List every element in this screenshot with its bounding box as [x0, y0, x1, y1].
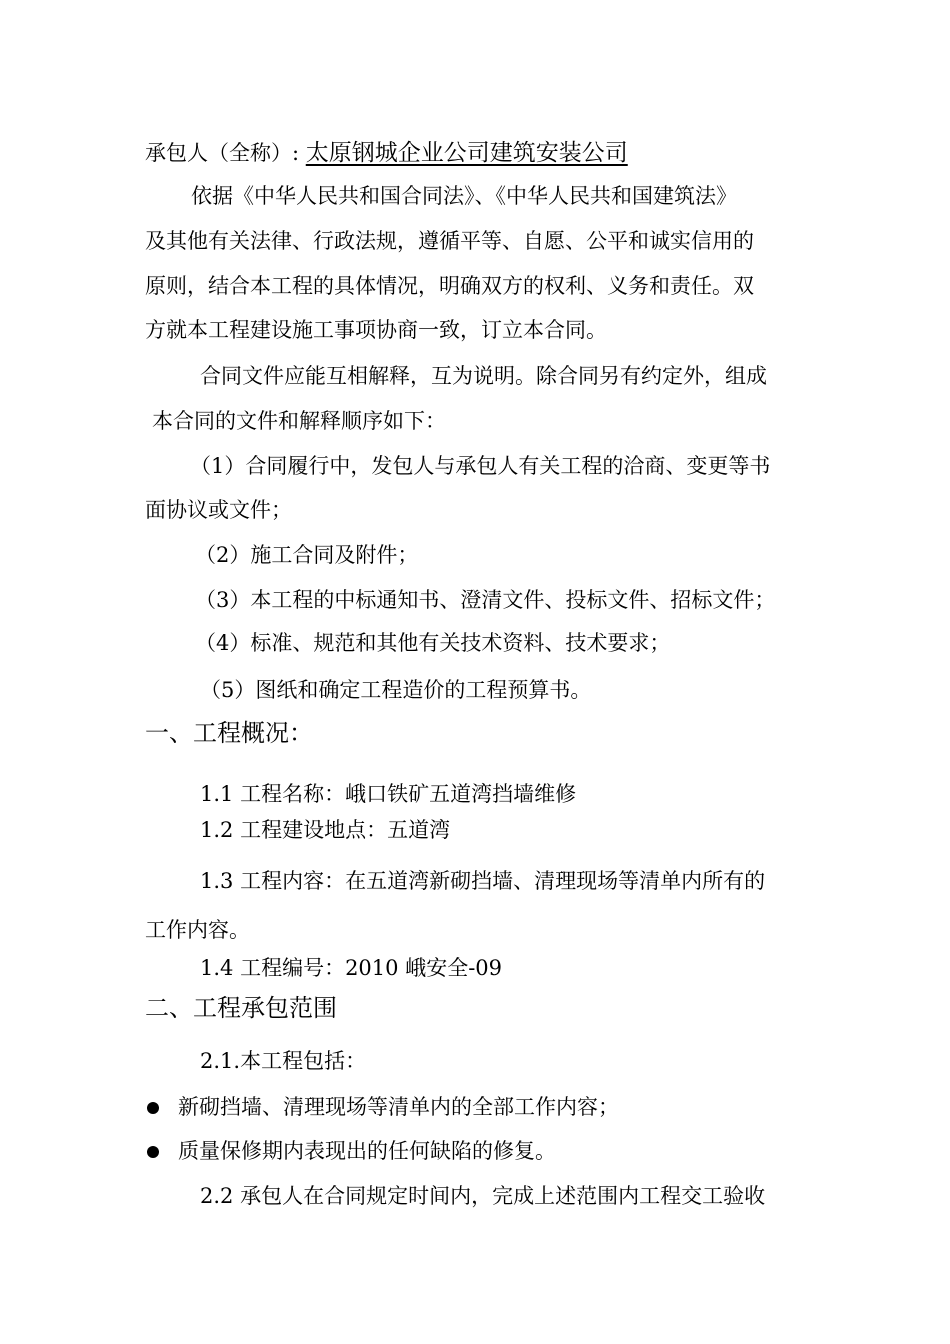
section1-item: 1.4 工程编号：2010 峨安全-09 [200, 956, 503, 980]
section1-item: 1.2 工程建设地点：五道湾 [200, 818, 451, 842]
document-item: （3）本工程的中标通知书、澄清文件、投标文件、招标文件； [195, 588, 776, 612]
section1-item: 1.3 工程内容：在五道湾新砌挡墙、清理现场等清单内所有的 [200, 869, 766, 893]
contractor-name: 太原钢城企业公司建筑安装公司 [305, 140, 628, 166]
contractor-line [145, 142, 628, 165]
section2-intro: 2.1.本工程包括： [200, 1049, 367, 1073]
section1-heading: 一、工程概况： [145, 719, 313, 747]
preamble-line: 及其他有关法律、行政法规，遵循平等、自愿、公平和诚实信用的 [145, 229, 754, 253]
section1-item: 工作内容。 [145, 918, 250, 942]
preamble-line: 依据《中华人民共和国合同法》、《中华人民共和国建筑法》 [191, 184, 737, 208]
preamble-line: 原则，结合本工程的具体情况，明确双方的权利、义务和责任。双 [145, 274, 754, 298]
document-item: 面协议或文件； [145, 498, 292, 522]
section2-bullet: 质量保修期内表现出的任何缺陷的修复。 [178, 1139, 556, 1163]
section2-bullet: 新砌挡墙、清理现场等清单内的全部工作内容； [178, 1095, 619, 1119]
document-item: （5）图纸和确定工程造价的工程预算书。 [200, 678, 592, 702]
preamble-line: 方就本工程建设施工事项协商一致，订立本合同。 [145, 318, 607, 342]
contractor-label: 承包人（全称）: [145, 141, 306, 165]
document-item: （2）施工合同及附件； [195, 543, 419, 567]
bullet-icon [147, 1146, 159, 1158]
section2-heading: 二、工程承包范围 [145, 994, 337, 1022]
bullet-icon [147, 1102, 159, 1114]
section1-item: 1.1 工程名称：峨口铁矿五道湾挡墙维修 [200, 782, 577, 806]
section2-item: 2.2 承包人在合同规定时间内，完成上述范围内工程交工验收 [200, 1184, 766, 1208]
documents-intro-line: 本合同的文件和解释顺序如下： [152, 409, 446, 433]
document-item: （1）合同履行中，发包人与承包人有关工程的洽商、变更等书 [190, 454, 771, 478]
document-item: （4）标准、规范和其他有关技术资料、技术要求； [195, 631, 671, 655]
documents-intro-line: 合同文件应能互相解释，互为说明。除合同另有约定外，组成 [200, 364, 767, 388]
